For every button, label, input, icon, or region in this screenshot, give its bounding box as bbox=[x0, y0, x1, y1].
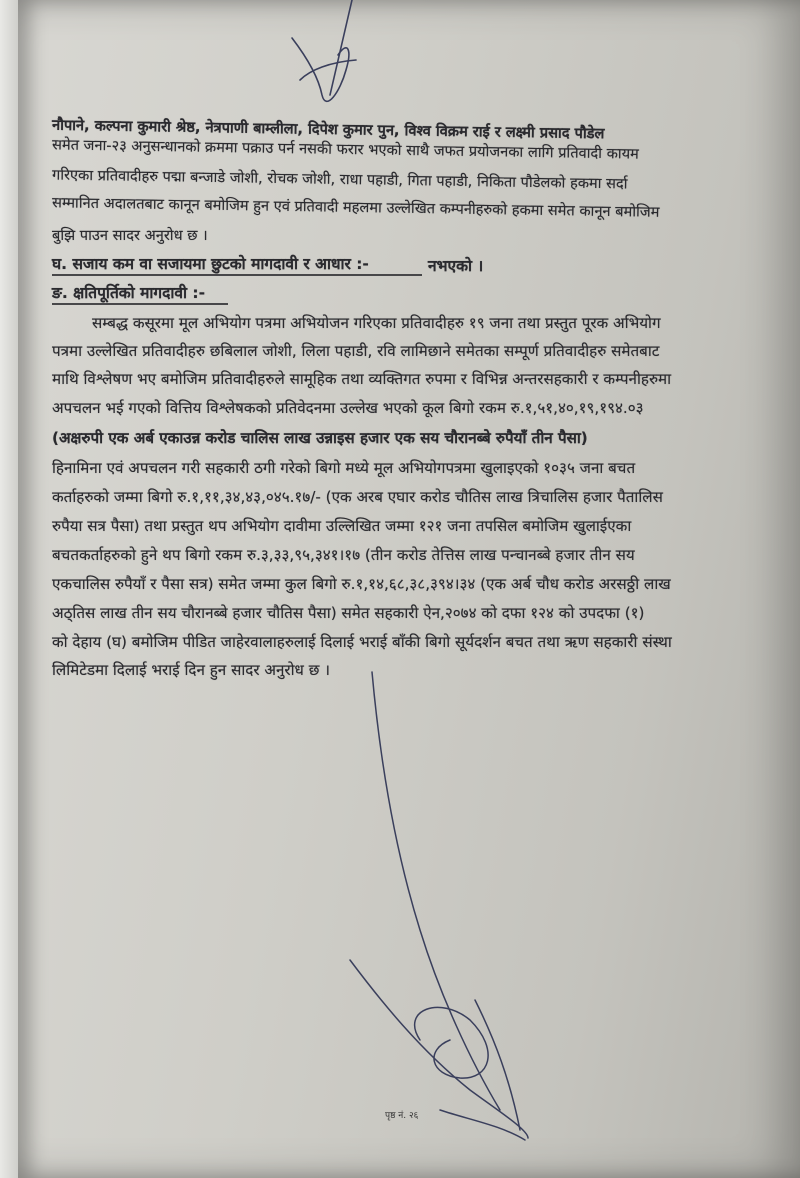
paragraph-line-5: (अक्षरुपी एक अर्ब एकाउन्न करोड चालिस लाख उन्नाइस हजार एक सय चौरानब्बे रुपैयाँ तीन पैसा) bbox=[52, 429, 588, 447]
paragraph-line-7: कर्ताहरुको जम्मा बिगो रु.१,११,३४,४३,०४५.१७/- (एक अरब एघार करोड चौतिस लाख त्रिचालिस हजार पैतालिस bbox=[52, 488, 663, 506]
heading-sentence-reduction: घ. सजाय कम वा सजायमा छुटको मागदावी र आधार :- bbox=[52, 255, 369, 273]
body-line-2: समेत जना-२३ अनुसन्धानको क्रममा पक्राउ पर्न नसकी फरार भएको साथै जफत प्रयोजनका लागि प्रतिवादी कायम bbox=[51, 136, 639, 163]
body-line-4: सम्मानित अदालतबाट कानून बमोजिम हुन एवं प्रतिवादी महलमा उल्लेखित कम्पनीहरुको हकमा समेत कानून बमोजिम bbox=[51, 194, 660, 221]
body-line-5: बुझि पाउन सादर अनुरोध छ । bbox=[52, 227, 208, 244]
paragraph-line-13: लिमिटेडमा दिलाई भराई दिन हुन सादर अनुरोध छ । bbox=[52, 661, 330, 679]
paragraph-line-3: माथि विश्लेषण भए बमोजिम प्रतिवादीहरुले सामूहिक तथा व्यक्तिगत रुपमा र विभिन्न अन्तरसहकारी र कम्पनीहरुमा bbox=[52, 370, 672, 388]
bottom-signature-icon bbox=[350, 672, 528, 1140]
paragraph-line-11: अठ्तिस लाख तीन सय चौरानब्बे हजार चौतिस पैसा) समेत सहकारी ऐन,२०७४ को दफा १२४ को उपदफा (१) bbox=[52, 604, 645, 622]
page-number: पृष्ठ नं. २६ bbox=[385, 1111, 419, 1121]
paragraph-line-10: एकचालिस रुपैयाँ र पैसा सत्र) समेत जम्मा कुल बिगो रु.१,१४,६८,३८,३९४।३४ (एक अर्ब चौध करोड अरसठ्ठी लाख bbox=[52, 575, 671, 593]
body-line-3: गरिएका प्रतिवादीहरु पद्मा बन्जाडे जोशी, रोचक जोशी, राधा पहाडी, गिता पहाडी, निकिता पौडेलको हकमा सर्दा bbox=[51, 166, 628, 193]
paragraph-line-8: रुपैया सत्र पैसा) तथा प्रस्तुत थप अभियोग दावीमा उल्लिखित जम्मा १२१ जना तपसिल बमोजिम खुलाईएका bbox=[52, 517, 632, 535]
body-line-1: नौपाने, कल्पना कुमारी श्रेष्ठ, नेत्रपाणी बाम्लीला, दिपेश कुमार पुन, विश्व विक्रम राई र लक्ष्मी प्रसाद पौडेल bbox=[51, 116, 605, 143]
paragraph-line-4: अपचलन भई गएको वित्तिय विश्लेषकको प्रतिवेदनमा उल्लेख भएको कूल बिगो रकम रु.१,५१,४०,१९,१९४.०३ bbox=[52, 399, 644, 417]
paragraph-line-6: हिनामिना एवं अपचलन गरी सहकारी ठगी गरेको बिगो मध्ये मूल अभियोगपत्रमा खुलाइएको १०३५ जना बचत bbox=[52, 459, 636, 477]
heading-compensation-claim: ङ. क्षतिपूर्तिको मागदावी :- bbox=[52, 284, 206, 302]
paragraph-line-1: सम्बद्ध कसूरमा मूल अभियोग पत्रमा अभियोजन गरिएका प्रतिवादीहरु १९ जना तथा प्रस्तुत पूरक अभियोग bbox=[92, 314, 661, 332]
heading-sentence-reduction-value: नभएको । bbox=[428, 257, 484, 275]
paragraph-line-12: को देहाय (घ) बमोजिम पीडित जाहेरवालाहरुलाई दिलाई भराई बाँकी बिगो सूर्यदर्शन बचत तथा ऋण सहकारी संस्था bbox=[52, 633, 672, 651]
top-signature-icon bbox=[292, 0, 356, 101]
paragraph-line-9: बचतकर्ताहरुको हुने थप बिगो रकम रु.३,३३,९५,३४१।१७ (तीन करोड तेत्तिस लाख पन्चानब्बे हजार तीन सय bbox=[52, 546, 635, 564]
paragraph-line-2: पत्रमा उल्लेखित प्रतिवादीहरु छबिलाल जोशी, लिला पहाडी, रवि लामिछाने समेतका सम्पूर्ण प्रतिवादीहरु समेतबाट bbox=[52, 342, 660, 360]
